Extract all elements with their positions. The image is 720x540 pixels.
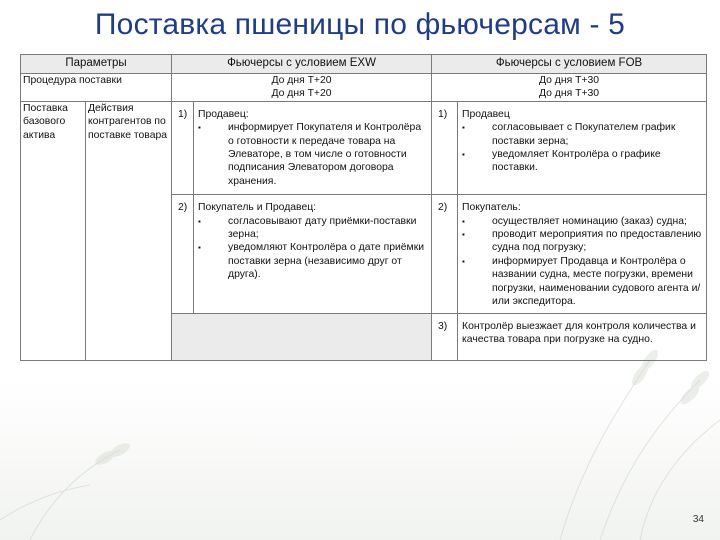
exw-empty-cell (172, 313, 432, 361)
fob-step-2-num: 2) (432, 195, 458, 313)
fob-step-1-lead: Продавец (462, 108, 510, 120)
bullet-square-icon: ▪ (462, 256, 465, 266)
page-number: 34 (692, 514, 704, 525)
fob-step-3-num: 3) (432, 313, 458, 361)
side-col-asset: Поставка базового актива (21, 101, 86, 361)
procedure-exw (172, 74, 432, 102)
exw-step-2-num: 2) (172, 195, 194, 313)
fob-step-2-bullet-3: ▪ информирует Продавца и Контролёра о названии судна, месте погрузки, времени погрузки, наименовании судового агента и/или экспедитора. (462, 255, 701, 308)
table-header-row (21, 55, 707, 74)
procedure-fob-line-2: До дня Т+30 (538, 88, 600, 100)
procedure-exw-line-1: До дня Т+20 (271, 75, 332, 86)
procedure-fob (432, 74, 707, 102)
fob-step-1-bullet-1: ▪ согласовывает с Покупателем график поставки зерна; (462, 122, 676, 147)
bullet-square-icon: ▪ (198, 123, 201, 133)
bullet-square-icon: ▪ (198, 216, 201, 226)
delivery-table (20, 54, 707, 361)
exw-step-1 (194, 101, 432, 194)
slide-title: Поставка пшеницы по фьючерсам - 5 (94, 8, 626, 41)
steps-row-1 (21, 101, 707, 194)
side-col-actions: Действия контрагентов по поставке товара (86, 101, 172, 361)
header-exw: Фьючерсы с условием EXW (172, 55, 432, 74)
fob-step-2-lead: Покупатель: (462, 202, 521, 214)
header-params: Параметры (21, 55, 172, 74)
bullet-square-icon: ▪ (462, 216, 465, 226)
procedure-row (21, 74, 707, 102)
exw-step-2-lead: Покупатель и Продавец: (198, 202, 317, 214)
exw-step-2-bullet-1: ▪ согласовывают дату приёмки-поставки зерна; (198, 215, 417, 241)
fob-step-3 (458, 313, 707, 361)
procedure-exw-line-2: До дня Т+20 (271, 88, 332, 100)
header-fob: Фьючерсы с условием FOB (432, 55, 707, 74)
exw-step-1-lead: Продавец: (198, 108, 249, 120)
exw-step-1-bullet-1: ▪ информирует Покупателя и Контролёра о готовности к передаче товара на Элеваторе, в том числе о готовности подписания Элеватором договора хранения. (198, 122, 422, 187)
fob-step-1-bullet-2: ▪ уведомляет Контролёра о графике поставки. (462, 149, 661, 174)
bullet-square-icon: ▪ (462, 150, 465, 160)
bullet-square-icon: ▪ (462, 230, 465, 240)
fob-step-1 (458, 101, 707, 194)
fob-step-1-num: 1) (432, 101, 458, 194)
exw-step-1-num: 1) (172, 101, 194, 194)
exw-step-2 (194, 195, 432, 313)
procedure-fob-line-1: До дня Т+30 (538, 75, 600, 86)
exw-step-2-bullet-2: ▪ уведомляют Контролёра о дате приёмки поставки зерна (независимо друг от друга). (198, 242, 425, 281)
fob-step-2-bullet-2: ▪ проводит мероприятия по предоставлению судна под погрузку; (462, 229, 702, 254)
bullet-square-icon: ▪ (462, 123, 465, 133)
bullet-square-icon: ▪ (198, 243, 201, 253)
fob-step-2-bullet-1: ▪ осуществляет номинацию (заказ) судна; (462, 215, 687, 227)
procedure-label: Процедура поставки (21, 74, 172, 102)
fob-step-2 (458, 195, 707, 313)
fob-step-3-lead: Контролёр выезжает для контроля количества и качества товара при погрузке на судно. (462, 320, 696, 345)
